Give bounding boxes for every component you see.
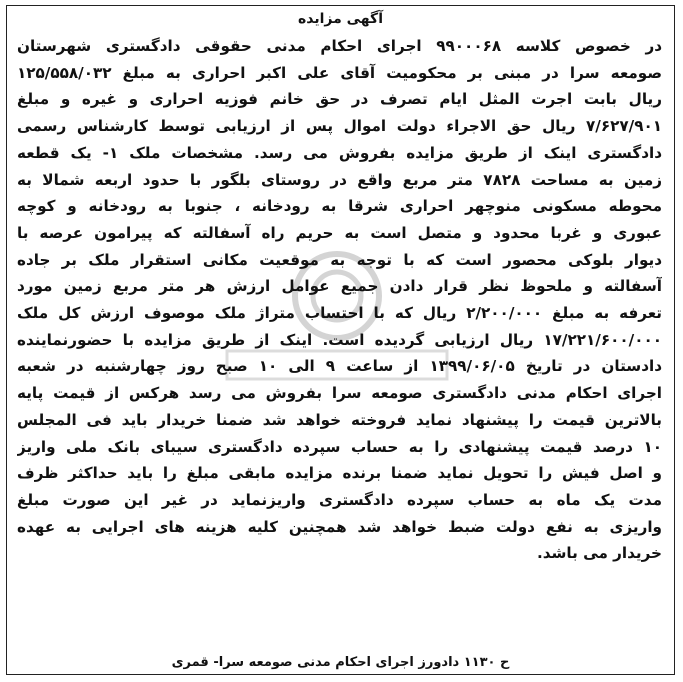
notice-line: اجرای احکام مدنی دادگستری صومعه سرا بفروش می رسد هرکس از قیمت پایه (17, 384, 662, 403)
notice-footer: ح ۱۱۳۰ دادورز اجرای احکام مدنی صومعه سرا- قمری (171, 655, 510, 670)
notice-line: دادستان در تاریخ ۱۳۹۹/۰۶/۰۵ از ساعت ۹ الی ۱۰ صبح روز چهارشنبه در شعبه (17, 357, 662, 376)
notice-line: در خصوص کلاسه ۹۹۰۰۰۶۸ اجرای احکام مدنی حقوقی دادگستری شهرستان (17, 37, 662, 55)
notice-line: ۱۷/۲۲۱/۶۰۰/۰۰۰ ریال ارزیابی گردیده است. اینک از طریق مزایده با حضورنماینده (17, 330, 662, 349)
notice-line: ۷/۶۲۷/۹۰۱ ریال حق الاجراء دولت اموال پس از ارزیابی توسط کارشناس رسمی (17, 117, 662, 136)
notice-frame (6, 5, 675, 675)
notice-line: و اصل فیش را تحویل نماید ضمنا برنده مزایده مابقی مبلغ را باید حداکثر ظرف (17, 464, 662, 483)
notice-title: آگهی مزایده (297, 11, 383, 27)
notice-line: زمین به مساحت ۷۸۲۸ متر مربع واقع در روستای بلگور با حدود اربعه شمالا به (17, 170, 662, 189)
notice-line: دادگستری اینک از طریق مزایده بفروش می رسد. مشخصات ملک ۱- یک قطعه (17, 143, 662, 162)
notice-line: ۱۰ درصد قیمت پیشنهادی را به حساب سپرده دادگستری سیبای بانک ملی واریز (17, 437, 662, 456)
notice-line: دیوار بلوکی محصور است که با توجه به موقعیت مکانی استقرار ملک بر جاده (17, 250, 662, 269)
notice-line: صومعه سرا در مبنی بر محکومیت آقای علی اکبر احراری به مبلغ ۱۲۵/۵۵۸/۰۳۲ (17, 63, 662, 82)
notice-line: عبوری و غربا محدود و متصل است به حریم راه آسفالته که پیرامون عرصه با (17, 223, 662, 242)
notice-body (17, 33, 662, 567)
notice-line: محوطه مسکونی منوچهر احراری شرقا به رودخانه ، جنوبا به رودخانه و کوچه (17, 197, 662, 216)
notice-line: تعرفه به مبلغ ۲/۲۰۰/۰۰۰ ریال که با احتساب متراژ ملک موصوف ارزش کل ملک (17, 304, 662, 323)
notice-line: ریال بابت اجرت المثل ایام تصرف در حق خانم فوزیه احراری و غیره و مبلغ (17, 90, 662, 109)
notice-line: خریدار می باشد. (536, 544, 662, 563)
notice-line: مدت یک ماه به حساب سپرده دادگستری واریزنماید در غیر این صورت مبلغ (17, 490, 662, 509)
notice-line: آسفالته و ملحوظ نظر قرار دادن جمیع عوامل ارزش هر متر مربع زمین مورد (17, 277, 662, 296)
notice-line: بالاترین قیمت را پیشنهاد نماید فروخته خواهد شد ضمنا خریدار باید فی المجلس (17, 410, 662, 429)
notice-line: واریزی به نفع دولت ضبط خواهد شد همچنین کلیه هزینه های اجرایی به عهده (17, 517, 662, 536)
